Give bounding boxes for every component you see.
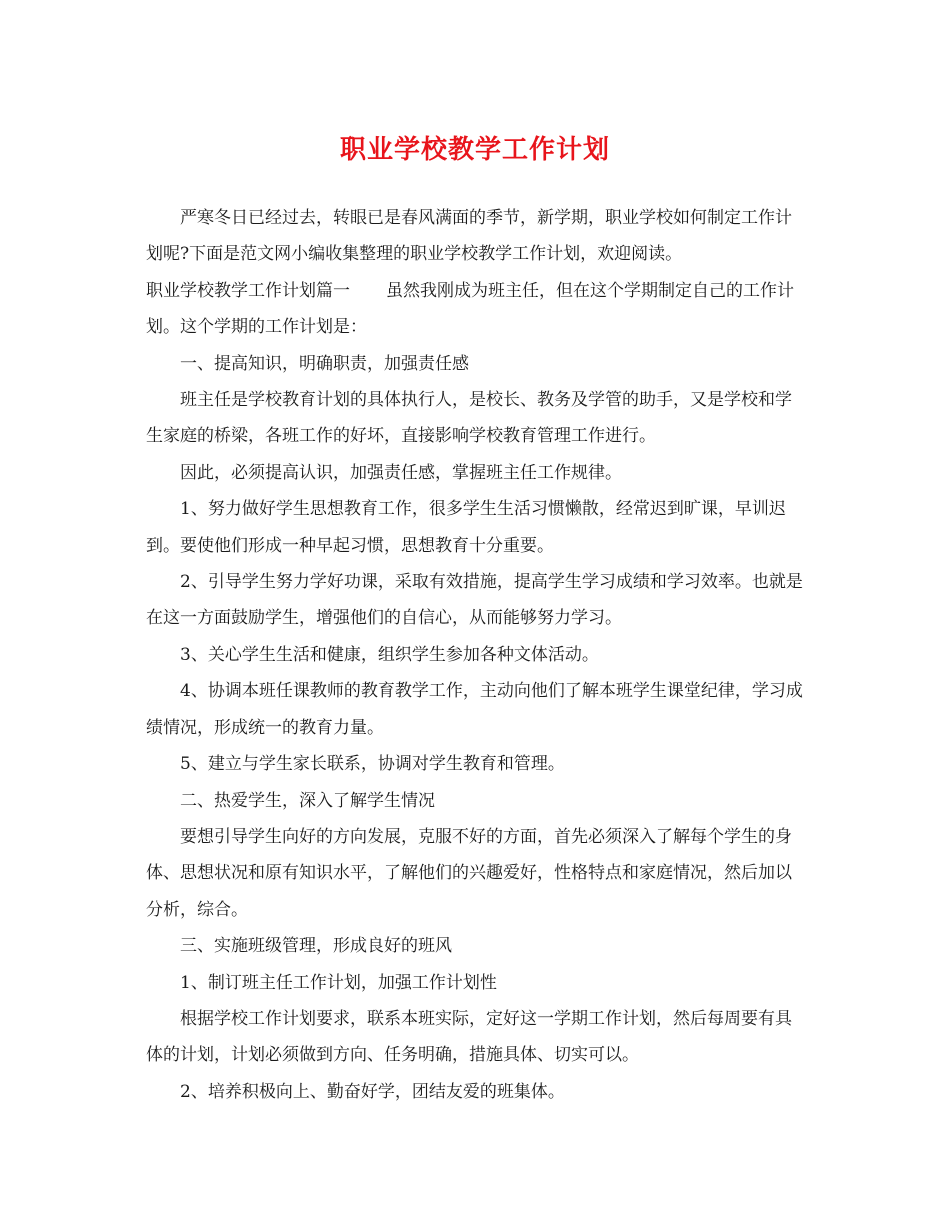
paragraph: 班主任是学校教育计划的具体执行人，是校长、教务及学管的助手，又是学校和学生家庭的桥梁，各班工作的好坏，直接影响学校教育管理工作进行。: [146, 390, 792, 447]
intro-paragraph: 严寒冬日已经过去，转眼已是春风满面的季节，新学期，职业学校如何制定工作计划呢?下面是范文网小编收集整理的职业学校教学工作计划，欢迎阅读。: [146, 208, 792, 265]
section-heading-paragraph: [146, 273, 806, 346]
paragraph: 因此，必须提高认识，加强责任感，掌握班主任工作规律。: [180, 462, 622, 483]
list-item: 5、建立与学生家长联系，协调对学生教育和管理。: [180, 754, 565, 775]
list-item: 4、协调本班任课教师的教育教学工作，主动向他们了解本班学生课堂纪律，学习成绩情况，形成统一的教育力量。: [146, 681, 803, 738]
section-heading-3: 三、实施班级管理，形成良好的班风: [180, 936, 452, 957]
paragraph: 要想引导学生向好的方向发展，克服不好的方面，首先必须深入了解每个学生的身体、思想状况和原有知识水平，了解他们的兴趣爱好，性格特点和家庭情况，然后加以分析，综合。: [146, 826, 792, 920]
list-item: 1、努力做好学生思想教育工作，很多学生生活习惯懒散，经常迟到旷课，早训迟到。要使他们形成一种早起习惯，思想教育十分重要。: [146, 499, 786, 556]
paragraph: 根据学校工作计划要求，联系本班实际，定好这一学期工作计划，然后每周要有具体的计划，计划必须做到方向、任务明确，措施具体、切实可以。: [146, 1008, 792, 1066]
list-item: 3、关心学生生活和健康，组织学生参加各种文体活动。: [180, 644, 599, 665]
list-item: 2、培养积极向上、勤奋好学，团结友爱的班集体。: [180, 1081, 565, 1102]
document-body: [146, 200, 806, 1110]
list-item: 2、引导学生努力学好功课，采取有效措施，提高学生学习成绩和学习效率。也就是在这一方面鼓励学生，增强他们的自信心，从而能够努力学习。: [146, 572, 803, 629]
list-item: 1、制订班主任工作计划，加强工作计划性: [180, 972, 497, 993]
article-subtitle: 职业学校教学工作计划篇一: [146, 280, 350, 301]
section-heading-2: 二、热爱学生，深入了解学生情况: [180, 790, 435, 811]
document-title: 职业学校教学工作计划: [339, 135, 610, 165]
section-heading-1: 一、提高知识，明确职责，加强责任感: [180, 353, 469, 374]
opening-statement: 虽然我刚成为班主任，但在这个学期制定自己的工作计划。这个学期的工作计划是：: [146, 280, 794, 338]
